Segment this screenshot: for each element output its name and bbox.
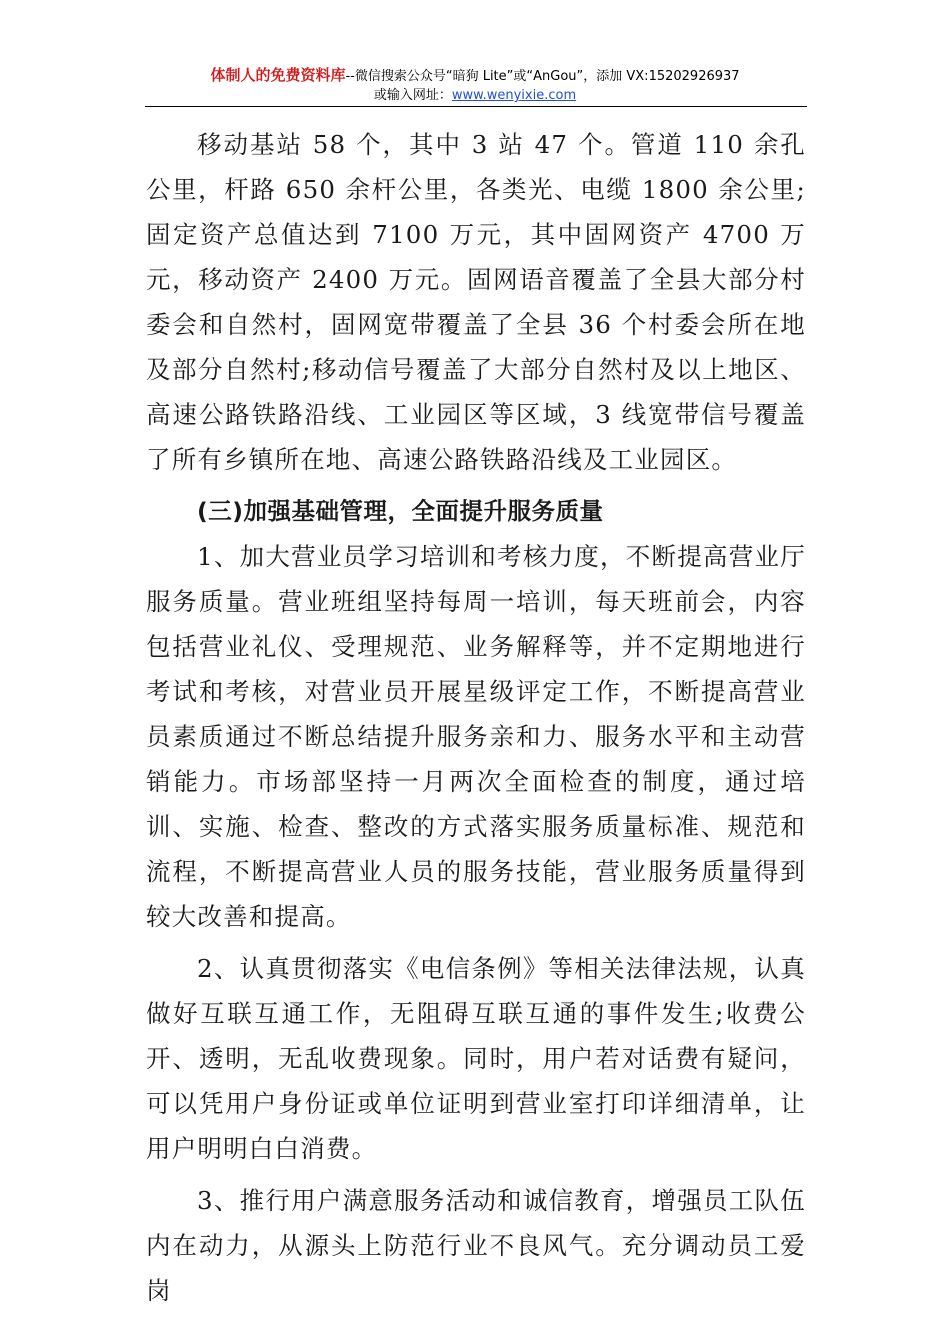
section-heading: (三)加强基础管理，全面提升服务质量: [197, 497, 604, 525]
header-url-prefix: 或输入网址：: [373, 88, 452, 103]
paragraph-satisfaction: 3、推行用户满意服务活动和诚信教育，增强员工队伍内在动力，从源头上防范行业不良风气。充分调动员工爱岗: [146, 1186, 806, 1305]
header-divider: [145, 106, 807, 107]
header-line-1: [145, 66, 805, 86]
header-brand: 体制人的免费资料库: [210, 66, 346, 84]
header-tagline: --微信搜索公众号“暗狗 Lite”或“AnGou”，添加 VX:15202926937: [345, 69, 740, 84]
page-header: [145, 66, 805, 105]
document-body: [146, 122, 806, 1313]
paragraph-regulations: 2、认真贯彻落实《电信条例》等相关法律法规，认真做好互联互通工作，无阻碍互联互通的事件发生;收费公开、透明，无乱收费现象。同时，用户若对话费有疑问，可以凭用户身份证或单位证明到营业室打印详细清单，让用户明明白白消费。: [146, 954, 806, 1163]
header-line-2: [145, 86, 805, 105]
paragraph-infrastructure: 移动基站 58 个，其中 3 站 47 个。管道 110 余孔公里，杆路 650 余杆公里，各类光、电缆 1800 余公里;固定资产总值达到 7100 万元，其中固网资产 4700 万元，移动资产 2400 万元。固网语音覆盖了全县大部分村委会和自然村，固网宽带覆盖了全县 36 个村委会所在地及部分自然村;移动信号覆盖了大部分自然村及以上地区、高速公路铁路沿线、工业园区等区域，3 线宽带信号覆盖了所有乡镇所在地、高速公路铁路沿线及工业园区。: [146, 130, 806, 474]
paragraph-training: 1、加大营业员学习培训和考核力度，不断提高营业厅服务质量。营业班组坚持每周一培训，每天班前会，内容包括营业礼仪、受理规范、业务解释等，并不定期地进行考试和考核，对营业员开展星级评定工作，不断提高营业员素质通过不断总结提升服务亲和力、服务水平和主动营销能力。市场部坚持一月两次全面检查的制度，通过培训、实施、检查、整改的方式落实服务质量标准、规范和流程，不断提高营业人员的服务技能，营业服务质量得到较大改善和提高。: [146, 542, 806, 931]
header-url-link[interactable]: www.wenyixie.com: [451, 88, 577, 103]
